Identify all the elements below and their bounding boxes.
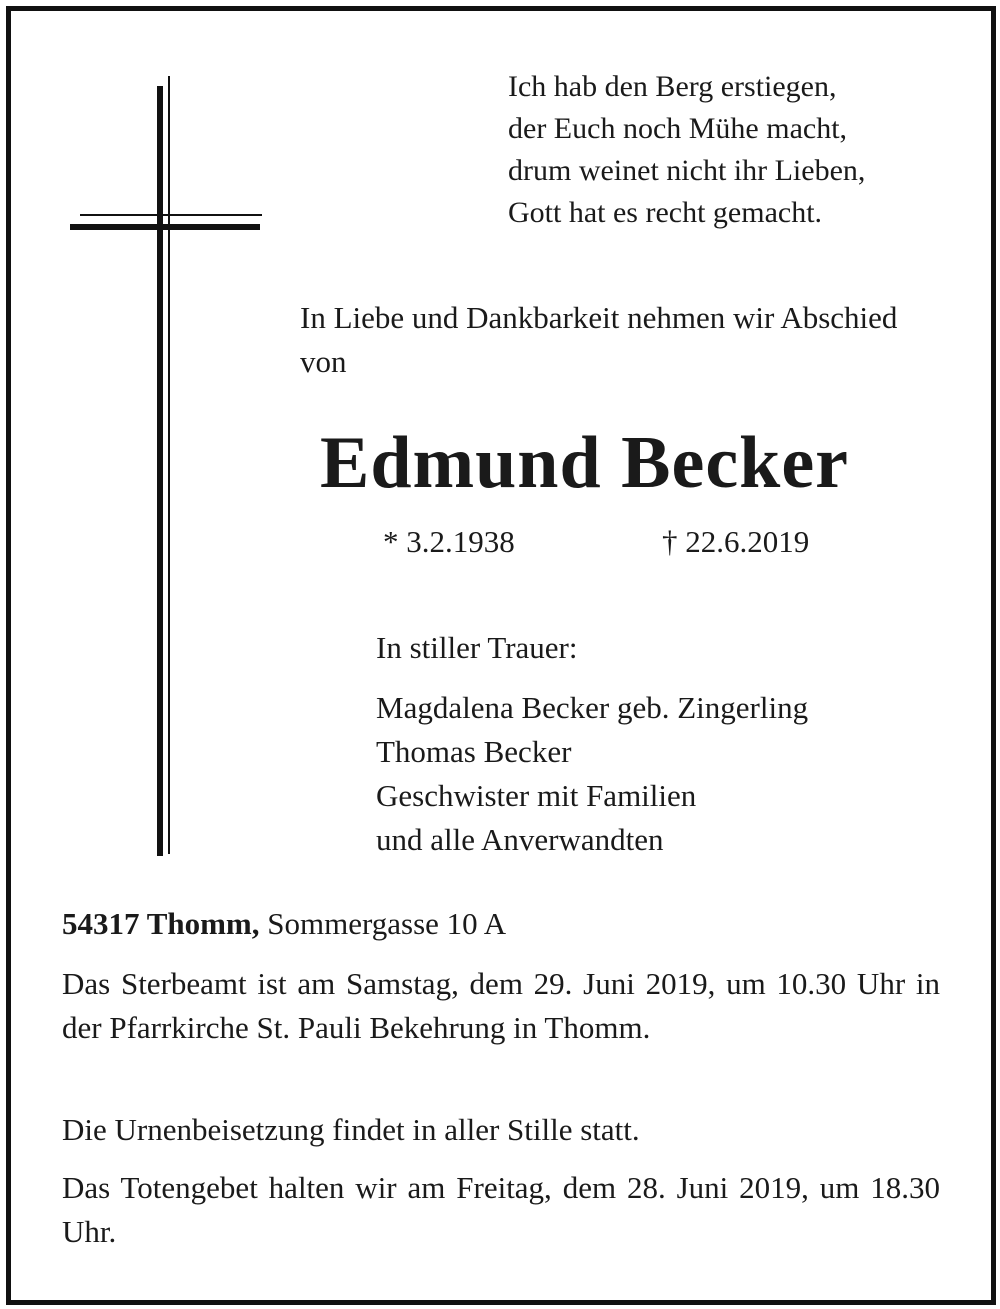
intro-text: In Liebe und Dankbarkeit nehmen wir Abschied von — [300, 300, 898, 379]
urn-burial-info: Die Urnenbeisetzung findet in aller Stille statt. — [62, 1112, 640, 1147]
mourner-name: und alle Anverwandten — [376, 822, 664, 857]
funeral-mass-info: Das Sterbeamt ist am Samstag, dem 29. Juni 2019, um 10.30 Uhr in der Pfarrkirche St. Pauli Bekehrung in Thomm. — [62, 966, 940, 1045]
mourner-name: Thomas Becker — [376, 734, 572, 769]
mourners-list — [376, 686, 808, 862]
mourner-name: Geschwister mit Familien — [376, 778, 697, 813]
mourning-heading: In stiller Trauer: — [376, 630, 578, 665]
death-date: † 22.6.2019 — [662, 524, 810, 559]
birth-date: * 3.2.1938 — [383, 524, 515, 559]
cross-horizontal-bar — [70, 224, 260, 230]
mourner-name: Magdalena Becker geb. Zingerling — [376, 690, 809, 725]
poem-line: Gott hat es recht gemacht. — [508, 196, 823, 229]
poem — [508, 66, 865, 234]
poem-line: der Euch noch Mühe macht, — [508, 112, 848, 145]
cross-horizontal-thin-line — [80, 214, 262, 216]
prayer-info: Das Totengebet halten wir am Freitag, dem 28. Juni 2019, um 18.30 Uhr. — [62, 1170, 940, 1249]
cross-vertical-bar — [157, 86, 163, 856]
address — [62, 902, 506, 946]
deceased-name: Edmund Becker — [320, 422, 850, 504]
cross-vertical-thin-line — [168, 76, 170, 854]
poem-line: Ich hab den Berg erstiegen, — [508, 70, 837, 103]
poem-line: drum weinet nicht ihr Lieben, — [508, 154, 866, 187]
address-city: 54317 Thomm, — [62, 906, 260, 941]
address-street: Sommergasse 10 A — [267, 906, 507, 941]
